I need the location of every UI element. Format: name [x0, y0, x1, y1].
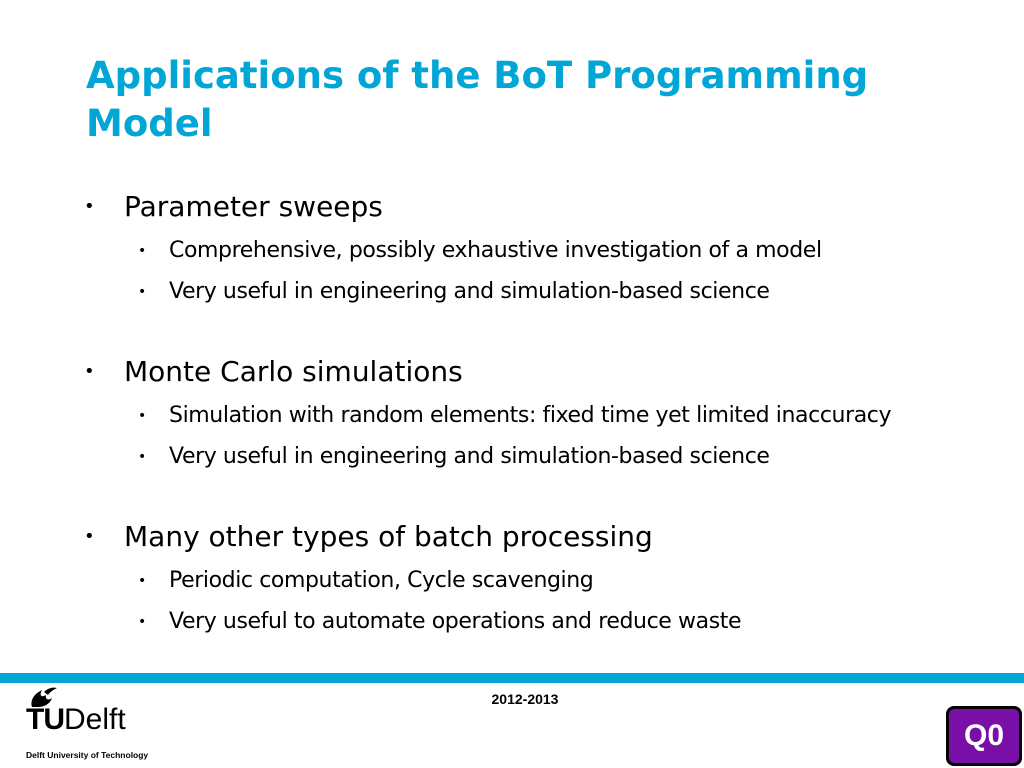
bullet-heading: Parameter sweeps — [124, 190, 383, 223]
sub-bullet-text: Periodic computation, Cycle scavenging — [169, 568, 594, 593]
logo-delft: Delft — [64, 703, 126, 736]
bullet-dot: • — [138, 614, 147, 630]
bullet-dot: • — [138, 243, 147, 259]
sub-bullet-text: Comprehensive, possibly exhaustive investigation of a model — [169, 238, 822, 263]
bullet-dot: • — [84, 526, 95, 547]
bullet-heading: Many other types of batch processing — [124, 520, 653, 553]
bullet-dot: • — [138, 449, 147, 465]
sub-bullet-text: Very useful to automate operations and reduce waste — [169, 609, 742, 634]
bullet-dot: • — [138, 408, 147, 424]
bullet-dot: • — [84, 196, 95, 217]
sub-bullet-text: Very useful in engineering and simulation-based science — [169, 444, 770, 469]
slide-title: Applications of the BoT Programming Model — [86, 54, 869, 145]
sub-bullet-text: Simulation with random elements: fixed time yet limited inaccuracy — [169, 403, 892, 428]
bullet-dot: • — [84, 361, 95, 382]
tu-delft-logo — [22, 686, 172, 766]
bullet-dot: • — [138, 284, 147, 300]
bullet-dot: • — [138, 573, 147, 589]
logo-wordmark — [26, 702, 126, 738]
sub-bullet-text: Very useful in engineering and simulation-based science — [169, 279, 770, 304]
footer-year: 2012-2013 — [491, 691, 559, 707]
logo-tu: TU — [26, 703, 64, 736]
logo-subtitle: Delft University of Technology — [26, 750, 149, 760]
footer-bar — [0, 673, 1024, 683]
q-badge[interactable]: Q0 — [946, 706, 1022, 766]
bullet-heading: Monte Carlo simulations — [124, 355, 463, 388]
